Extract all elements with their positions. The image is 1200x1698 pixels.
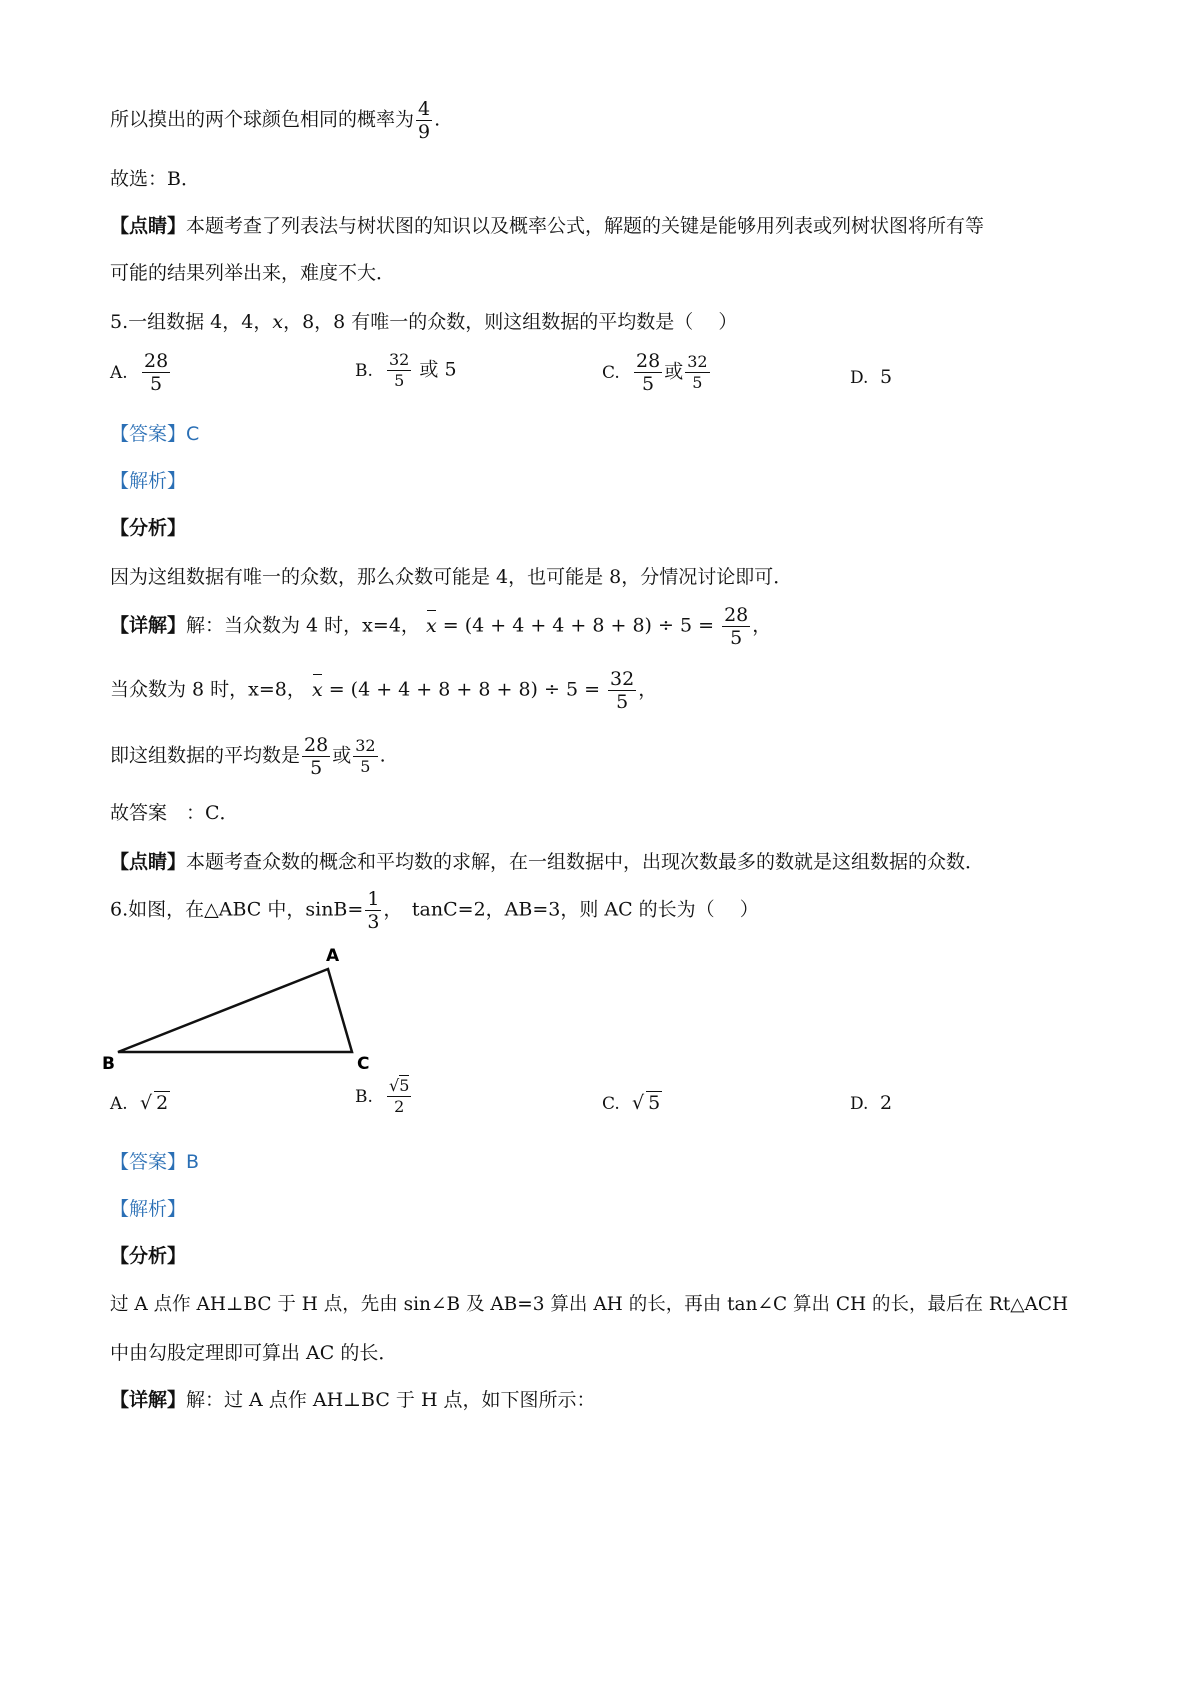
intro-fraction <box>416 98 432 143</box>
vertex-label-c: C <box>357 1054 370 1070</box>
intro-line1 <box>110 98 440 143</box>
detail3-fraction-1 <box>302 734 330 779</box>
q5-conclusion: 故答案 ：C． <box>110 802 239 824</box>
vertex-label-a: A <box>326 946 340 966</box>
fraction-denominator: 5 <box>302 756 330 779</box>
fraction-denominator: 5 <box>608 690 636 713</box>
fraction-numerator: 28 <box>144 350 169 372</box>
q6-answer <box>110 1149 199 1175</box>
intro-line1-text: 所以摸出的两个球颜色相同的概率为 <box>110 108 415 131</box>
q5-detail-line3 <box>110 734 386 779</box>
fraction-numerator: 1 <box>367 888 380 910</box>
q5-fenxi-label: 【分析】 <box>110 517 187 539</box>
detail2-expression: = (4 + 4 + 8 + 8 + 8) ÷ 5 = <box>328 678 600 701</box>
detail3-or: 或 <box>332 744 352 767</box>
detail-label: 【详解】 <box>110 1389 187 1411</box>
option-letter: C. <box>602 1094 620 1114</box>
detail-label: 【详解】 <box>110 614 187 637</box>
q6-option-b[interactable] <box>355 1076 413 1117</box>
detail1-expression: = (4 + 4 + 4 + 8 + 8) ÷ 5 = <box>442 614 715 637</box>
answer-label: 【答案】 <box>110 1151 187 1173</box>
detail1-end: ， <box>752 614 772 637</box>
triangle-figure <box>100 945 400 1070</box>
triangle-shape <box>118 969 352 1052</box>
radicand: 5 <box>648 1092 661 1114</box>
q5-stem-suffix: ，8，8 有唯一的众数，则这组数据的平均数是（ ） <box>283 311 738 333</box>
answer-value: B <box>186 1151 200 1173</box>
detail2-end: ， <box>638 678 658 701</box>
q5-stem <box>110 309 737 335</box>
detail2-fraction <box>608 668 636 713</box>
fraction-numerator: 32 <box>610 668 635 690</box>
sqrt-expression: √ 2 <box>140 1092 169 1114</box>
q6-stem-suffix: ， tanC=2，AB=3，则 AC 的长为（ ） <box>383 898 759 921</box>
q6-stem-triangle: △ABC 中，sinB= <box>204 898 364 921</box>
fraction-numerator: √5 <box>389 1076 410 1095</box>
option-d-text: 2 <box>880 1092 893 1114</box>
note-text: 本题考查众数的概念和平均数的求解，在一组数据中，出现次数最多的数就是这组数据的众数． <box>186 851 985 873</box>
radicand: 2 <box>156 1092 169 1114</box>
detail3-fraction-2 <box>353 736 377 777</box>
option-b-fraction <box>387 350 411 391</box>
q6-stem-prefix: 6.如图，在 <box>110 898 205 921</box>
radicand: 5 <box>399 1076 410 1095</box>
q5-analysis-label: 【解析】 <box>110 470 187 492</box>
option-letter: D. <box>850 368 869 388</box>
detail1-text: 解：当众数为 4 时，x=4， <box>186 614 420 637</box>
note-label: 【点睛】 <box>110 851 187 873</box>
q5-answer <box>110 421 199 447</box>
option-d-text: 5 <box>880 366 893 388</box>
option-b-fraction <box>387 1076 411 1117</box>
fraction-numerator: 28 <box>636 350 661 372</box>
fraction-denominator: 5 <box>142 372 170 395</box>
sqrt-expression: √ 5 <box>632 1092 661 1114</box>
q5-note <box>110 849 984 875</box>
option-letter: C. <box>602 362 620 383</box>
q5-option-d[interactable] <box>850 366 892 388</box>
q5-stem-prefix: 5.一组数据 4，4， <box>110 311 273 333</box>
fraction-denominator: 5 <box>685 372 709 393</box>
mean-x-symbol: x <box>425 614 437 637</box>
intro-note-line1 <box>110 213 984 239</box>
q5-stem-x: x <box>272 311 284 333</box>
fraction-denominator: 5 <box>722 626 750 649</box>
fraction-numerator: 32 <box>355 736 376 755</box>
fraction-numerator: 4 <box>418 98 431 120</box>
answer-label: 【答案】 <box>110 423 187 445</box>
q6-detail <box>110 1387 596 1413</box>
fraction-denominator: 5 <box>387 370 411 391</box>
mean-x-symbol: x <box>311 678 323 701</box>
detail3-text: 即这组数据的平均数是 <box>110 744 301 767</box>
note-text: 本题考查了列表法与树状图的知识以及概率公式，解题的关键是能够用列表或列树状图将所有等 <box>186 215 985 237</box>
intro-note-line2: 可能的结果列举出来，难度不大． <box>110 262 396 284</box>
option-c-fraction-2 <box>685 352 709 393</box>
q6-analysis-label: 【解析】 <box>110 1198 187 1220</box>
q6-option-a[interactable] <box>110 1092 170 1114</box>
option-a-fraction <box>142 350 170 395</box>
option-letter: B. <box>355 360 373 381</box>
q6-fenxi-text2: 中由勾股定理即可算出 AC 的长． <box>110 1342 398 1364</box>
q6-stem-fraction <box>365 888 381 933</box>
fraction-numerator: 28 <box>724 604 749 626</box>
answer-value: C <box>186 423 200 445</box>
fraction-numerator: 32 <box>389 350 410 369</box>
option-letter: B. <box>355 1086 373 1107</box>
q5-option-b[interactable] <box>355 350 457 391</box>
fraction-denominator: 5 <box>634 372 662 395</box>
q5-detail-line2 <box>110 668 657 713</box>
q5-option-a[interactable] <box>110 350 172 395</box>
q5-fenxi-text: 因为这组数据有唯一的众数，那么众数可能是 4，也可能是 8，分情况讨论即可． <box>110 566 793 588</box>
detail1-fraction <box>722 604 750 649</box>
option-letter: A. <box>110 1094 128 1114</box>
intro-line1-end: . <box>434 108 441 131</box>
option-b-text: 或 5 <box>419 358 457 381</box>
q6-stem <box>110 888 759 933</box>
detail3-end: . <box>379 744 386 767</box>
option-letter: A. <box>110 362 128 383</box>
intro-line2: 故选：B． <box>110 168 200 190</box>
detail2-text: 当众数为 8 时，x=8， <box>110 678 306 701</box>
q6-option-d[interactable] <box>850 1092 892 1114</box>
fraction-denominator: 2 <box>387 1096 411 1117</box>
q5-detail-line1 <box>110 604 771 649</box>
fraction-numerator: 32 <box>687 352 708 371</box>
fraction-denominator: 9 <box>418 121 431 143</box>
note-label: 【点睛】 <box>110 215 187 237</box>
q6-fenxi-text1: 过 A 点作 AH⊥BC 于 H 点，先由 sin∠B 及 AB=3 算出 AH 的长，再由 tan∠C 算出 CH 的长，最后在 Rt△ACH <box>110 1294 1069 1315</box>
option-c-or: 或 <box>664 360 684 383</box>
q5-option-c[interactable] <box>602 350 712 395</box>
detail-text: 解：过 A 点作 AH⊥BC 于 H 点，如下图所示： <box>186 1389 596 1411</box>
q6-fenxi-label: 【分析】 <box>110 1245 187 1267</box>
option-letter: D. <box>850 1094 869 1114</box>
fraction-denominator: 5 <box>353 756 377 777</box>
option-c-fraction-1 <box>634 350 662 395</box>
vertex-label-b: B <box>102 1054 115 1070</box>
q6-option-c[interactable] <box>602 1092 662 1114</box>
fraction-numerator: 28 <box>304 734 329 756</box>
fraction-denominator: 3 <box>367 911 380 933</box>
